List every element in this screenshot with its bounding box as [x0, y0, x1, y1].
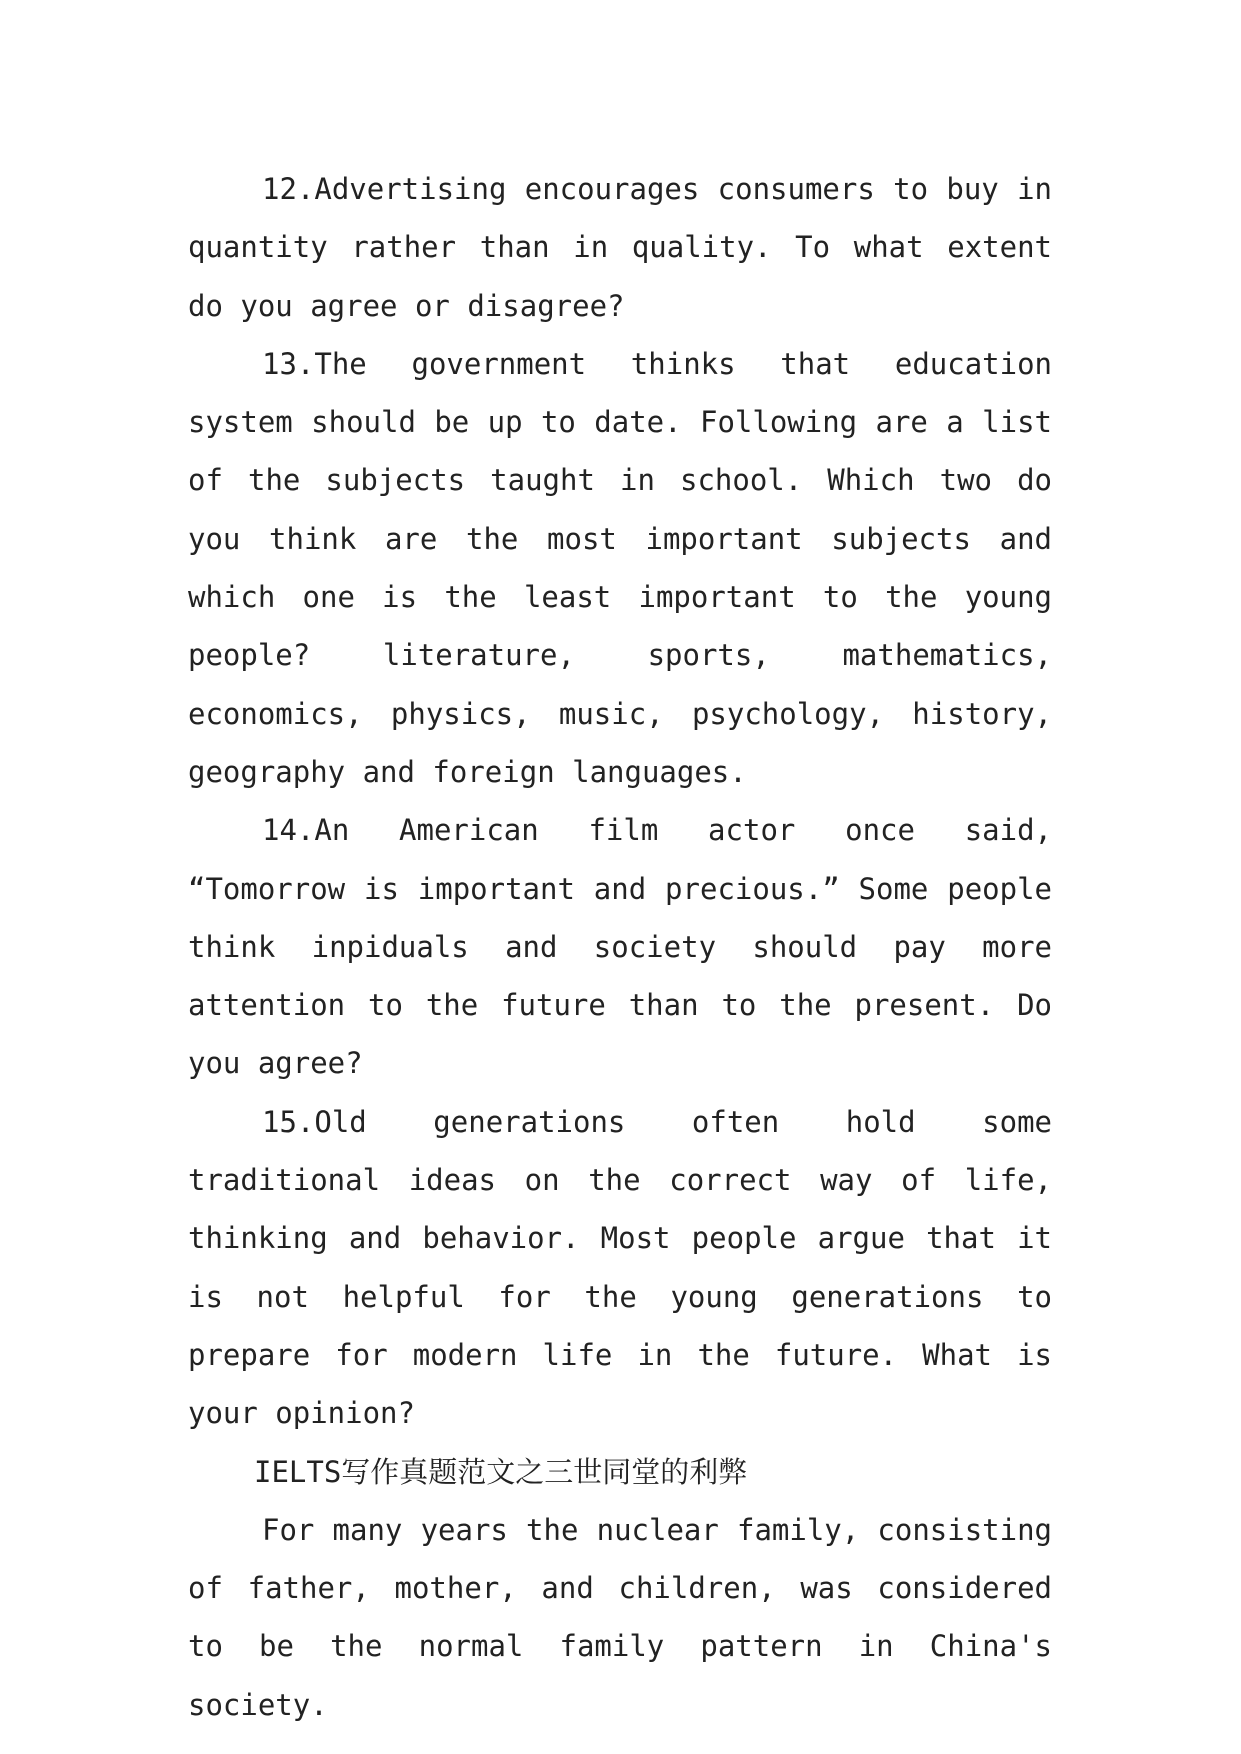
- question-12-paragraph: 12.Advertising encourages consumers to buy in quantity rather than in quality. To what extent do you agree or disagree?: [188, 172, 1052, 323]
- question-13-paragraph: 13.The government thinks that education system should be up to date. Following are a list of the subjects taught in school. Which two do you think are the most important subjects and which one is the least important to the young people? literature, sports, mathematics, economics, physics, music, psychology, history, geography and foreign languages.: [188, 346, 1052, 789]
- document-body: [188, 160, 1052, 1734]
- essay-paragraph: For many years the nuclear family, consisting of father, mother, and children, was considered to be the normal family pattern in China's society.: [188, 1512, 1052, 1722]
- question-15-paragraph: 15.Old generations often hold some traditional ideas on the correct way of life, thinking and behavior. Most people argue that it is not helpful for the young generations to prepare for modern life in the future. What is your opinion?: [188, 1104, 1052, 1431]
- question-14-paragraph: 14.An American film actor once said, “Tomorrow is important and precious.” Some people think inpiduals and society should pay more attention to the future than to the present. Do you agree?: [188, 813, 1052, 1081]
- section-heading: IELTS写作真题范文之三世同堂的利弊: [254, 1454, 748, 1489]
